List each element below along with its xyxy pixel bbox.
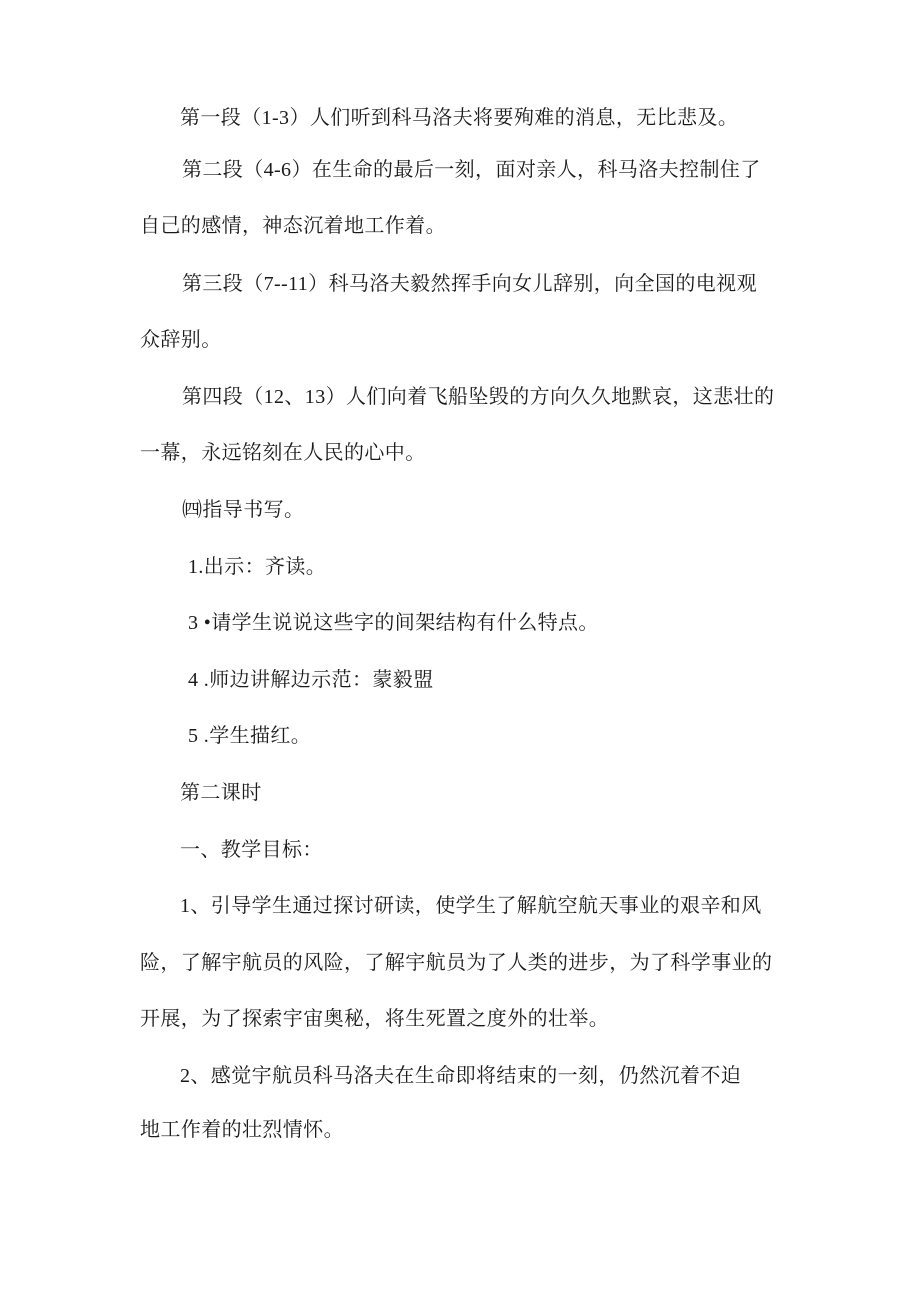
- objective-2-line-2: 地工作着的壮烈情怀。: [140, 1119, 344, 1141]
- writing-guide-step-1: 1.出示：齐读。: [188, 556, 327, 578]
- writing-guide-step-4: 4 .师边讲解边示范：蒙毅盟: [188, 669, 434, 691]
- paragraph-section-4-line-2: 一幕，永远铭刻在人民的心中。: [140, 442, 426, 464]
- writing-guide-step-3: 3 •请学生说说这些字的间架结构有什么特点。: [188, 612, 599, 634]
- paragraph-section-4-line-1: 第四段（12、13）人们向着飞船坠毁的方向久久地默哀，这悲壮的: [182, 386, 775, 408]
- paragraph-section-2-line-2: 自己的感情，神态沉着地工作着。: [140, 215, 446, 237]
- paragraph-section-1: 第一段（1-3）人们听到科马洛夫将要殉难的消息，无比悲及。: [180, 107, 739, 129]
- objective-1-line-2: 险，了解宇航员的风险，了解宇航员为了人类的进步，为了科学事业的: [140, 952, 773, 974]
- objective-1-line-3: 开展，为了探索宇宙奥秘，将生死置之度外的壮举。: [140, 1008, 610, 1030]
- paragraph-section-3-line-2: 众辞别。: [140, 329, 222, 351]
- writing-guide-step-5: 5 .学生描红。: [188, 725, 312, 747]
- paragraph-section-3-line-1: 第三段（7--11）科马洛夫毅然挥手向女儿辞别，向全国的电视观: [182, 273, 757, 295]
- objective-2-line-1: 2、感觉宇航员科马洛夫在生命即将结束的一刻，仍然沉着不迫: [180, 1065, 742, 1087]
- lesson-title: 第二课时: [180, 782, 262, 804]
- objective-1-line-1: 1、引导学生通过探讨研读，使学生了解航空航天事业的艰辛和风: [180, 895, 762, 917]
- paragraph-section-2-line-1: 第二段（4-6）在生命的最后一刻，面对亲人，科马洛夫控制住了: [182, 159, 761, 181]
- writing-guide-heading: ㈣指导书写。: [182, 499, 305, 521]
- objectives-heading: 一、教学目标：: [180, 839, 323, 861]
